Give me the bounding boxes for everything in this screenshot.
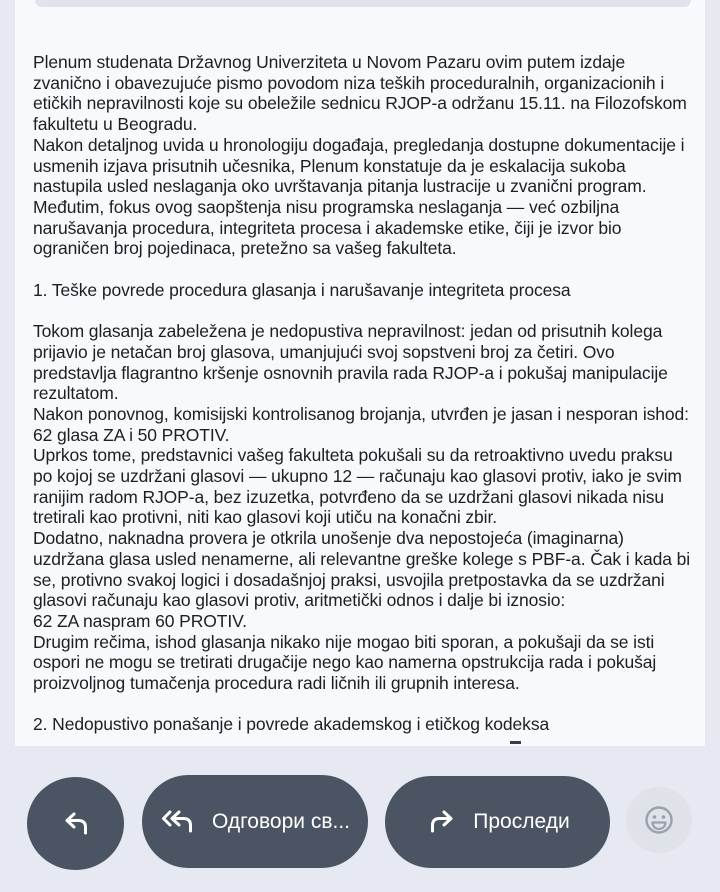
body-line: Drugim rečima, ishod glasanja nikako nije mogao biti sporan, a pokušaji da se isti ospori ne mogu se tretirati drugačije nego kao namerna opstrukcija rada i pokušaj proizvoljnog tumačenja procedura radi ličnih ili grupnih interesa. <box>33 631 657 694</box>
emoji-reaction-button[interactable] <box>626 787 692 853</box>
collapsed-quote-bar <box>35 0 691 7</box>
message-body-text <box>33 52 695 735</box>
reply-icon <box>59 809 93 839</box>
body-line: Plenum studenata Državnog Univerziteta u Novom Pazaru ovim putem izdaje zvanično i obavezujuće pismo povodom niza teških proceduralnih, organizacionih i etičkih nepravilnosti koje su obeležile sednicu RJOP-a održanu 15.11. na Filozofskom fakultetu u Beogradu. <box>33 52 687 135</box>
body-line <box>33 259 695 280</box>
reply-all-label: Одговори св... <box>211 809 350 833</box>
body-line <box>33 300 695 321</box>
body-line: Nakon detaljnog uvida u hronologiju događaja, pregledanja dostupne dokumentacije i usmenih izjava prisutnih učesnika, Plenum konstatuje da je eskalacija sukoba nastupila usled neslaganja oko uvrštavanja pitanja lustracije u zvanični program. <box>33 134 685 197</box>
forward-button[interactable] <box>385 776 610 868</box>
body-line: Nakon ponovnog, komisijski kontrolisanog brojanja, utvrđen je jasan i nesporan ishod: <box>33 403 689 424</box>
reply-all-icon <box>160 807 198 837</box>
action-bar <box>0 746 720 892</box>
emoji-smile-icon <box>643 804 675 836</box>
body-line: 1. Teške povrede procedura glasanja i narušavanje integriteta procesa <box>33 279 571 300</box>
reply-all-button[interactable] <box>142 775 368 868</box>
body-line: Tokom glasanja zabeležena je nedopustiva nepravilnost: jedan od prisutnih kolega prijavio je netačan broj glasova, umanjujući svoj sopstveni broj za četiri. Ovo predstavlja flagrantno kršenje osnovnih pravila rada RJOP-a i pokušaj manipulacije rezultatom. <box>33 321 668 404</box>
forward-icon <box>425 807 459 837</box>
body-line <box>33 694 695 715</box>
reply-button[interactable] <box>27 777 124 870</box>
message-card <box>15 0 705 746</box>
forward-label: Проследи <box>473 810 570 833</box>
body-line: Dodatno, naknadna provera je otkrila unošenje dva nepostojeća (imaginarna) uzdržana glasa usled nenamerne, ali relevantne greške kolege s PBF-a. Čak i kada bi se, protivno svakoj logici i dosadašnjoj praksi, usvojila pretpostavka da se uzdržani glasovi računaju kao glasovi protiv, aritmetički odnos i dalje bi iznosio: <box>33 528 691 611</box>
body-line: Uprkos tome, predstavnici vašeg fakulteta pokušali su da retroaktivno uvedu praksu po kojoj se uzdržani glasovi — ukupno 12 — računaju kao glasovi protiv, iako je svim ranijim radom RJOP-a, bez izuzetka, potvrđeno da se uzdržani glasovi nikada nisu tretirali kao protivni, niti kao glasovi koji utiču na konačni zbir. <box>33 445 682 528</box>
body-line: 62 glasa ZA i 50 PROTIV. <box>33 424 230 445</box>
body-line: 62 ZA naspram 60 PROTIV. <box>33 610 247 631</box>
body-line: 2. Nedopustivo ponašanje i povrede akademskog i etičkog kodeksa <box>33 714 550 735</box>
clipped-line-fragment <box>510 741 521 744</box>
body-line: Međutim, fokus ovog saopštenja nisu programska neslaganja — već ozbiljna narušavanja procedura, integriteta procesa i akademske etike, čiji je izvor bio ograničen broj pojedinaca, pretežno sa vašeg fakulteta. <box>33 196 622 259</box>
